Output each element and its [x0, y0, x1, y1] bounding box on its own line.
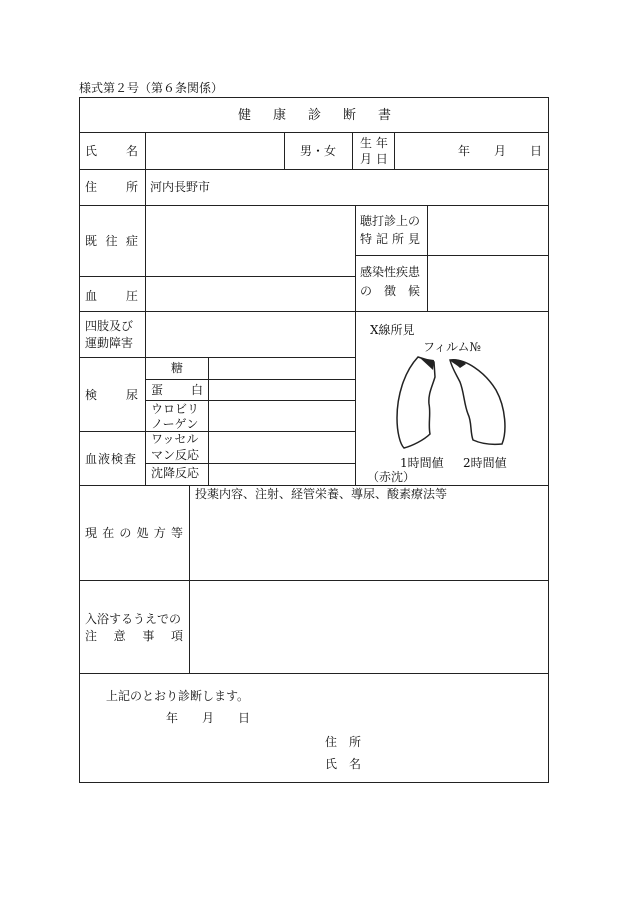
prescription-label — [85, 527, 183, 539]
label-char: 候 — [407, 284, 420, 298]
rule — [79, 580, 549, 581]
right-lung-icon — [450, 360, 505, 445]
date-day-label: 日 — [238, 711, 251, 725]
diagnosis-statement: 上記のとおり診断します。 — [106, 689, 250, 703]
label-char: 事 — [142, 629, 155, 643]
rule — [145, 379, 355, 380]
label-char: 白 — [190, 383, 203, 397]
auscultation-label-line1: 聴打診上の — [360, 214, 421, 228]
label-char: 所 — [125, 180, 138, 194]
rule — [145, 400, 355, 401]
rule — [79, 431, 355, 432]
sex-options: 男・女 — [300, 144, 337, 158]
title-char: 康 — [272, 108, 286, 123]
label-char: 名 — [125, 144, 138, 158]
form-title — [238, 109, 391, 122]
address-value: 河内長野市 — [150, 180, 211, 194]
blood-test-label: 血液検査 — [85, 452, 138, 466]
rule — [355, 311, 356, 485]
label-char: 尿 — [125, 388, 138, 402]
label-char: 検 — [85, 388, 98, 402]
doctor-name-label: 氏 名 — [325, 757, 362, 771]
name-label — [85, 145, 138, 157]
infection-label-line1: 感染性疾患 — [360, 265, 421, 279]
label-char: 記 — [375, 232, 388, 246]
label-char: 症 — [125, 234, 138, 248]
limbs-label-line1: 四肢及び — [85, 319, 134, 333]
label-char: 等 — [170, 526, 183, 540]
rule — [79, 205, 549, 206]
one-hour-value-label: 1時間値 — [400, 456, 444, 470]
rule — [145, 132, 146, 485]
label-char: 見 — [407, 232, 420, 246]
urine-label — [85, 389, 138, 401]
date-year-label: 年 — [166, 711, 179, 725]
rule — [355, 255, 549, 256]
bathing-label-line2 — [85, 630, 183, 642]
label-char: 既 — [85, 234, 98, 248]
history-label — [85, 235, 138, 247]
rule — [394, 132, 395, 169]
limbs-label-line2: 運動障害 — [85, 336, 134, 350]
rule — [79, 357, 355, 358]
date-month-label: 月 — [202, 711, 215, 725]
label-char: 意 — [113, 629, 126, 643]
label-char: 特 — [360, 232, 373, 246]
title-char: 書 — [377, 108, 391, 123]
left-apex-icon — [420, 358, 434, 370]
label-char: 圧 — [125, 289, 138, 303]
label-char: 氏 — [85, 144, 98, 158]
urobilinogen-label-line2: ノーゲン — [151, 417, 199, 431]
label-char: 在 — [102, 526, 115, 540]
urine-sugar-label: 糖 — [171, 361, 184, 375]
rule — [284, 132, 285, 169]
birth-label-line1: 生 年 — [360, 136, 388, 150]
label-char: 処 — [136, 526, 149, 540]
form-number: 様式第２号（第６条関係） — [79, 81, 224, 95]
auscultation-label-line2 — [360, 233, 420, 245]
birth-label-line2: 月 日 — [360, 152, 388, 166]
infection-label-line2 — [360, 285, 420, 297]
rule — [79, 485, 549, 486]
esr-abbrev-label: （赤沈） — [367, 470, 416, 484]
rule — [427, 205, 428, 311]
birth-day-label: 日 — [530, 144, 543, 158]
lungs-diagram-icon — [390, 352, 520, 452]
rule — [79, 311, 549, 312]
urine-protein-label — [151, 384, 203, 396]
prescription-note: 投薬内容、注射、経管栄養、導尿、酸素療法等 — [195, 487, 448, 501]
label-char: 項 — [170, 629, 183, 643]
label-char: 徴 — [383, 284, 396, 298]
title-char: 健 — [238, 108, 252, 123]
wassermann-label-line1: ワッセル — [151, 432, 199, 446]
rule — [208, 357, 209, 485]
rule — [189, 485, 190, 673]
label-char: の — [360, 284, 373, 298]
label-char: 方 — [153, 526, 166, 540]
rule — [79, 132, 549, 133]
rule — [79, 673, 549, 674]
rule — [79, 276, 355, 277]
urobilinogen-label-line1: ウロビリ — [151, 402, 200, 416]
title-char: 診 — [307, 108, 321, 123]
rule — [145, 463, 355, 464]
label-char: 住 — [85, 180, 98, 194]
rule — [355, 205, 356, 311]
blood-pressure-label — [85, 290, 138, 302]
address-label — [85, 181, 138, 193]
label-char: 現 — [85, 526, 98, 540]
two-hour-value-label: 2時間値 — [463, 456, 507, 470]
title-char: 断 — [342, 108, 356, 123]
label-char: 蛋 — [151, 383, 164, 397]
doctor-address-label: 住 所 — [325, 735, 362, 749]
label-char: 血 — [85, 289, 98, 303]
film-number-label: フィルム№ — [423, 340, 481, 354]
rule — [79, 169, 549, 170]
wassermann-label-line2: マン反応 — [151, 448, 200, 462]
xray-title: X線所見 — [370, 323, 415, 337]
birth-month-label: 月 — [494, 144, 507, 158]
rule — [352, 132, 353, 169]
left-lung-icon — [397, 357, 435, 448]
label-char: 往 — [105, 234, 118, 248]
birth-year-label: 年 — [458, 144, 471, 158]
label-char: 所 — [391, 232, 404, 246]
bathing-label-line1: 入浴するうえでの — [85, 612, 182, 626]
label-char: 注 — [85, 629, 98, 643]
label-char: の — [119, 526, 132, 540]
esr-label: 沈降反応 — [151, 466, 200, 480]
